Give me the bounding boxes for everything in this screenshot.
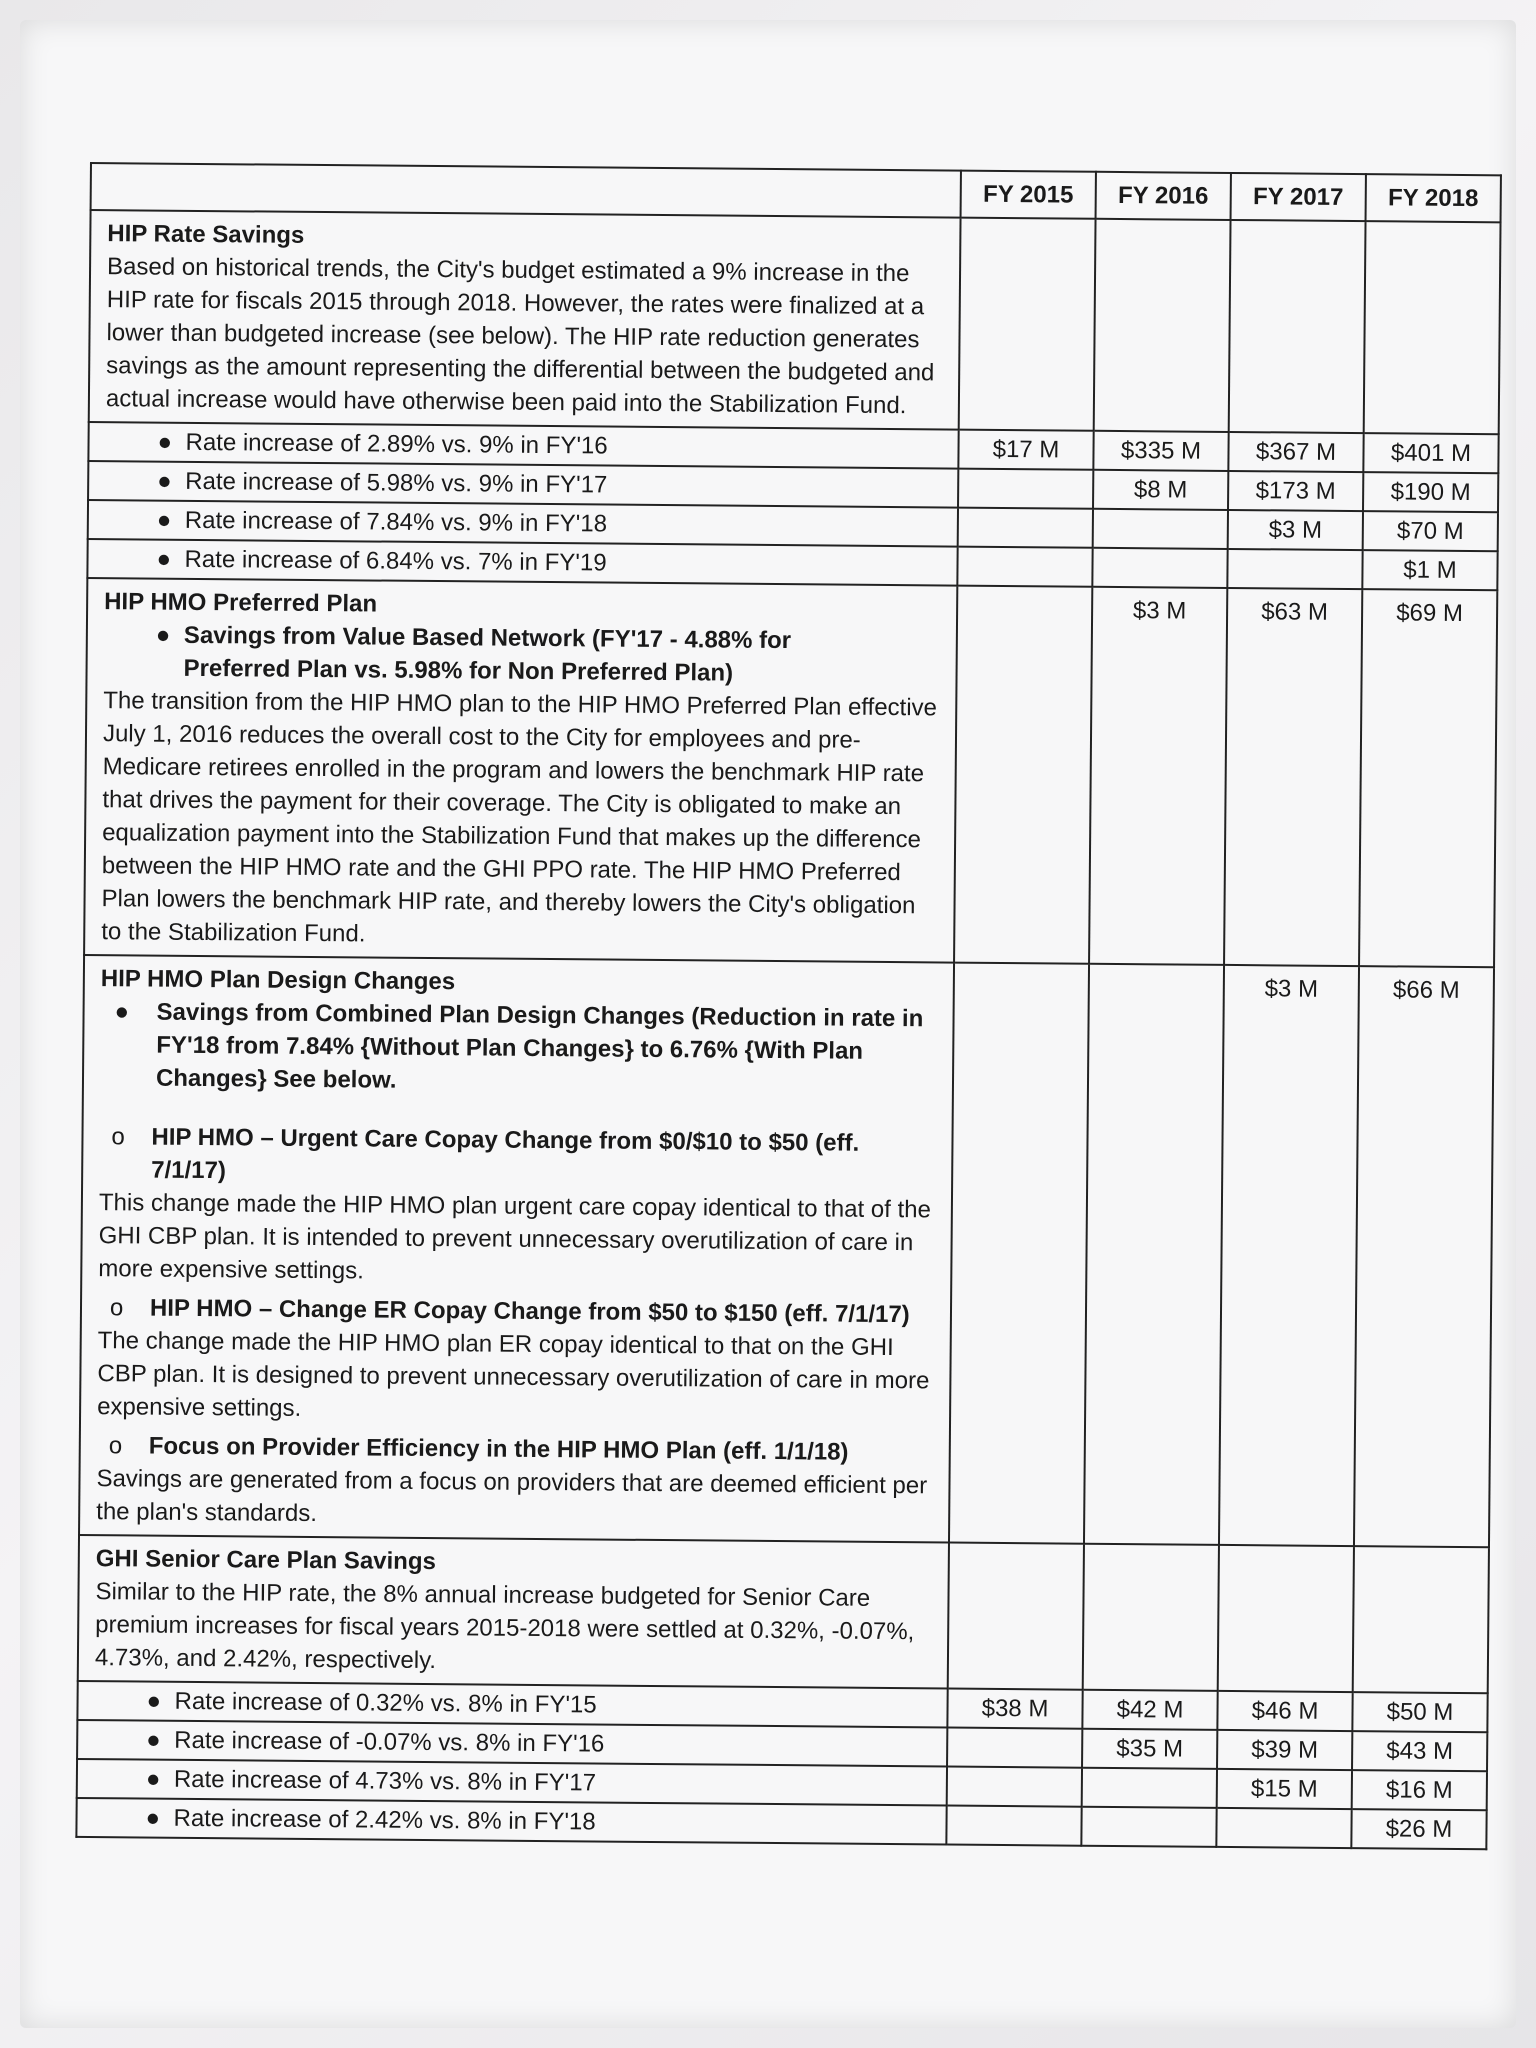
value-fy2017: $39 M	[1217, 1730, 1352, 1770]
row-label: Rate increase of 7.84% vs. 9% in FY'18	[184, 506, 608, 538]
value-fy2018: $66 M	[1354, 966, 1494, 1547]
bullet-icon: ●	[146, 1687, 162, 1715]
circle-bullet-icon: o	[108, 1432, 123, 1460]
row-label: Rate increase of 6.84% vs. 7% in FY'19	[184, 545, 607, 577]
value-fy2016	[1092, 548, 1227, 588]
preferred-desc-cell	[84, 578, 957, 963]
list-item	[100, 995, 941, 1101]
value-fy2015: $38 M	[947, 1689, 1082, 1729]
row-label: Rate increase of -0.07% vs. 8% in FY'16	[174, 1726, 605, 1758]
list-item	[103, 618, 944, 691]
value-fy2017: $15 M	[1217, 1769, 1352, 1809]
value-fy2017: $367 M	[1228, 432, 1363, 472]
list-item	[94, 1723, 934, 1763]
design-title: HIP HMO Plan Design Changes	[100, 965, 456, 996]
value-fy2018: $70 M	[1363, 511, 1498, 551]
empty-cell	[1353, 1546, 1489, 1693]
value-fy2018: $50 M	[1352, 1692, 1487, 1732]
value-fy2018: $43 M	[1352, 1731, 1487, 1771]
preferred-bullet-line1: Savings from Value Based Network (FY'17 - 4.88% for	[183, 621, 792, 655]
design-bullet: Savings from Combined Plan Design Changes (Reduction in rate in FY'18 from 7.84% {Without Plan Changes} to 6.76% {With Plan Changes} See below.	[155, 998, 924, 1094]
design-desc-cell	[79, 955, 954, 1543]
row-label: Rate increase of 2.42% vs. 8% in FY'18	[173, 1804, 596, 1836]
sub3-title: Focus on Provider Efficiency in the HIP HMO Plan (eff. 1/1/18)	[148, 1432, 849, 1466]
value-fy2018: $190 M	[1363, 472, 1498, 512]
value-fy2018: $69 M	[1359, 589, 1497, 967]
value-fy2015	[958, 508, 1093, 548]
value-fy2017: $3 M	[1228, 510, 1363, 550]
value-fy2015	[957, 547, 1092, 587]
bullet-icon: ●	[114, 998, 130, 1026]
value-fy2016	[1093, 509, 1228, 549]
value-fy2015	[949, 963, 1089, 1544]
hip-rate-desc-cell	[89, 210, 961, 430]
value-fy2016	[1081, 1807, 1216, 1847]
senior-desc-cell	[78, 1535, 949, 1689]
sub2-text: The change made the HIP HMO plan ER copay identical to that on the GHI CBP plan. It is designed to prevent unnecessary overutilization of care in more expensive settings.	[97, 1327, 930, 1422]
empty-cell	[959, 218, 1096, 431]
empty-cell	[948, 1543, 1084, 1690]
preferred-plan-section	[84, 578, 1497, 967]
empty-cell	[1229, 220, 1366, 433]
senior-title: GHI Senior Care Plan Savings	[95, 1545, 437, 1576]
row-label: Rate increase of 5.98% vs. 9% in FY'17	[185, 467, 608, 499]
value-fy2016: $35 M	[1082, 1729, 1217, 1769]
bullet-icon: ●	[156, 545, 172, 573]
row-label: Rate increase of 0.32% vs. 8% in FY'15	[174, 1687, 597, 1719]
hip-rate-section	[89, 210, 1501, 434]
preferred-title: HIP HMO Preferred Plan	[104, 588, 378, 618]
design-changes-section	[79, 955, 1494, 1547]
empty-cell	[1364, 221, 1501, 434]
preferred-bullet-line2: Preferred Plan vs. 5.98% for Non Preferred Plan)	[183, 654, 734, 687]
value-fy2016: $3 M	[1089, 587, 1227, 965]
row-label: Rate increase of 4.73% vs. 8% in FY'17	[173, 1765, 597, 1797]
circle-bullet-icon: o	[109, 1294, 124, 1322]
bullet-icon: ●	[156, 506, 172, 534]
value-fy2018: $16 M	[1352, 1770, 1487, 1810]
empty-cell	[1083, 1544, 1219, 1691]
bullet-icon: ●	[145, 1765, 161, 1793]
empty-cell	[1218, 1545, 1354, 1692]
senior-description: Similar to the HIP rate, the 8% annual increase budgeted for Senior Care premium increases for fiscal years 2015-2018 were settled at 0.32%, -0.07%, 4.73%, and 2.42%, respectively.	[94, 1578, 915, 1675]
value-fy2015	[954, 586, 1092, 964]
value-fy2018: $401 M	[1363, 433, 1498, 473]
bullet-icon: ●	[157, 428, 173, 456]
sub2-title: HIP HMO – Change ER Copay Change from $50 to $150 (eff. 7/1/17)	[149, 1294, 910, 1329]
list-item	[105, 464, 945, 504]
savings-table	[75, 162, 1502, 1850]
value-fy2017: $63 M	[1224, 588, 1362, 966]
hip-rate-description: Based on historical trends, the City's budget estimated a 9% increase in the HIP rate for fiscals 2015 through 2018. However, the rates were finalized at a lower than budgeted increase (see below). The HIP rate reduction generates savings as the amount representing the differential between the budgeted and actual increase would have otherwise been paid into the Stabilization Fund.	[105, 253, 935, 420]
row-label: Rate increase of 2.89% vs. 9% in FY'16	[185, 428, 608, 460]
bullet-icon: ●	[146, 1726, 161, 1754]
value-fy2016	[1082, 1768, 1217, 1808]
value-fy2015	[947, 1767, 1082, 1807]
paper-sheet	[20, 20, 1516, 2028]
bullet-icon: ●	[155, 621, 171, 649]
value-fy2016: $42 M	[1082, 1690, 1217, 1730]
header-fy2018: FY 2018	[1366, 174, 1501, 222]
preferred-description: The transition from the HIP HMO plan to the HIP HMO Preferred Plan effective July 1, 2016 reduces the overall cost to the City for employees and pre-Medicare retirees enrolled in the program and lowers the benchmark HIP rate that drives the payment for their coverage. The City is obligated to make an equalization payment into the Stabilization Fund that makes up the difference between the HIP HMO rate and the GHI PPO rate. The HIP HMO Preferred Plan lowers the benchmark HIP rate, and thereby lowers the City's obligation to the Stabilization Fund.	[101, 687, 938, 948]
list-item	[94, 1684, 934, 1724]
sub-item	[99, 1120, 940, 1193]
value-fy2016: $8 M	[1093, 470, 1228, 510]
value-fy2018: $1 M	[1362, 550, 1497, 590]
value-fy2017: $46 M	[1217, 1691, 1352, 1731]
sub1-title: HIP HMO – Urgent Care Copay Change from $0/$10 to $50 (eff. 7/1/17)	[151, 1123, 860, 1185]
value-fy2017: $3 M	[1219, 965, 1359, 1546]
list-item	[105, 425, 945, 465]
sub3-text: Savings are generated from a focus on providers that are deemed efficient per the plan's standards.	[96, 1465, 928, 1528]
list-item	[93, 1801, 933, 1841]
senior-care-section	[78, 1535, 1489, 1693]
value-fy2015: $17 M	[958, 430, 1093, 470]
sub1-text: This change made the HIP HMO plan urgent care copay identical to that of the GHI CBP plan. It is intended to prevent unnecessary overutilization of care in more expensive settings.	[98, 1189, 932, 1285]
empty-cell	[1094, 219, 1231, 432]
value-fy2016: $335 M	[1093, 431, 1228, 471]
value-fy2016	[1084, 964, 1224, 1545]
header-fy2016: FY 2016	[1096, 172, 1231, 220]
circle-bullet-icon: o	[111, 1123, 125, 1151]
header-fy2015: FY 2015	[961, 171, 1096, 219]
hip-rate-title: HIP Rate Savings	[107, 220, 305, 249]
value-fy2018: $26 M	[1351, 1809, 1486, 1849]
bullet-icon: ●	[145, 1804, 161, 1832]
value-fy2015	[946, 1806, 1081, 1846]
list-item	[94, 1762, 934, 1802]
value-fy2017	[1227, 549, 1362, 589]
header-fy2017: FY 2017	[1231, 173, 1366, 221]
header-blank	[91, 163, 961, 218]
value-fy2017: $173 M	[1228, 471, 1363, 511]
bullet-icon: ●	[157, 467, 172, 495]
value-fy2015	[958, 469, 1093, 509]
value-fy2017	[1216, 1808, 1351, 1848]
list-item	[105, 503, 945, 543]
value-fy2015	[947, 1728, 1082, 1768]
list-item	[104, 542, 944, 582]
